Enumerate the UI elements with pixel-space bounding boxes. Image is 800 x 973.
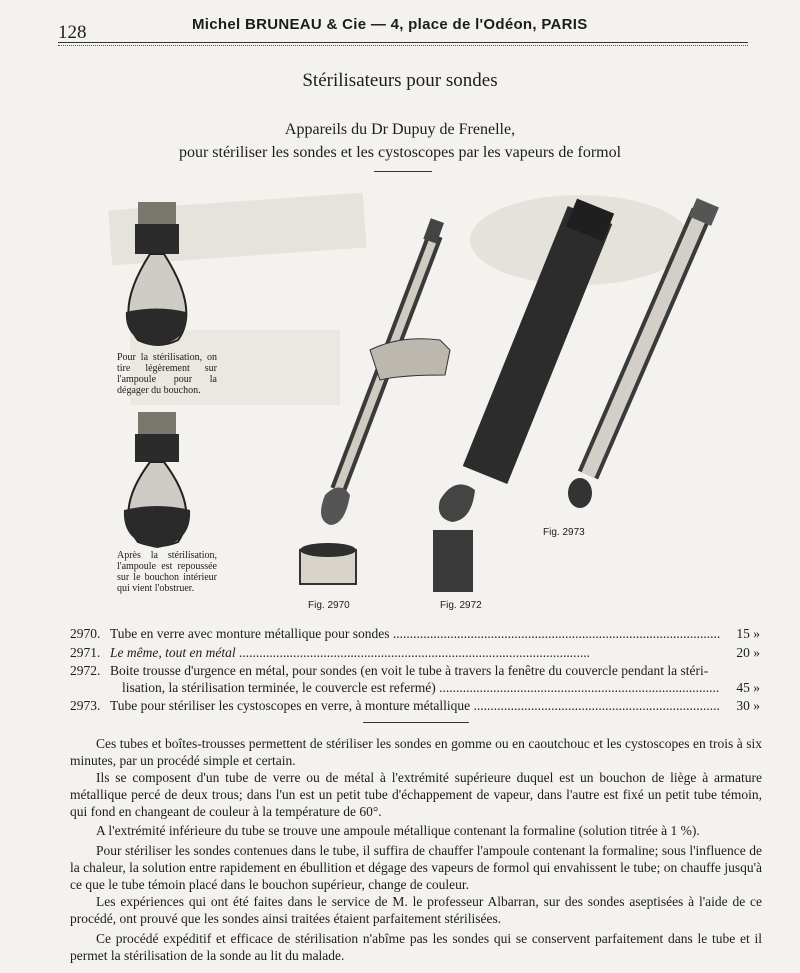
title-divider	[374, 171, 432, 172]
item-number: 2973.	[70, 698, 101, 713]
ampoule-closed-illustration	[124, 412, 190, 548]
item-description-line-1: Boite trousse d'urgence en métal, pour sondes (en voit le tube à travers la fenêtre du couvercle pendant la stéri-	[110, 663, 709, 678]
caption-ampoule-closed: Après la stérilisation, l'ampoule est repoussée sur le bouchon intérieur qui vient l'obstruer.	[117, 550, 217, 594]
paragraph-2: Ils se composent d'un tube de verre ou de métal à l'extrémité supérieure duquel est un bouchon de liège à armature métallique percé de deux trous; dans l'un est un petit tube d'échappement de vapeur, dans l'autre est fixé un petit tube témoin, qui fond en changeant de couleur à la température de 60°.	[70, 770, 762, 819]
item-description	[110, 645, 720, 661]
item-description-text: Le même, tout en métal	[110, 645, 236, 660]
item-price: 15 »	[736, 626, 760, 641]
section-title: Stérilisateurs pour sondes	[302, 70, 498, 91]
item-price: 45 »	[736, 680, 760, 695]
figure-label-2970: Fig. 2970	[308, 600, 350, 611]
item-description-text: Tube en verre avec monture métallique pour sondes	[110, 626, 390, 641]
item-number: 2970.	[70, 626, 101, 641]
caption-ampoule-open: Pour la stérilisation, on tire légèrement sur l'ampoule pour la dégager du bouchon.	[117, 352, 217, 396]
paragraph-1: Ces tubes et boîtes-trousses permettent de stériliser les sondes en gomme ou en caoutchouc et les cystoscopes en trois à six minutes, par un procédé simple et certain.	[70, 736, 762, 768]
header-rule	[58, 42, 748, 46]
paragraph-3: A l'extrémité inférieure du tube se trouve une ampoule métallique contenant la formaline (solution titrée à 1 %).	[96, 823, 700, 838]
subtitle-line-2: pour stériliser les sondes et les cystoscopes par les vapeurs de formol	[178, 144, 622, 161]
item-price: 30 »	[736, 698, 760, 713]
item-number: 2971.	[70, 645, 101, 660]
subtitle-line-1: Appareils du Dr Dupuy de Frenelle,	[284, 121, 516, 138]
figure-label-2972: Fig. 2972	[440, 600, 482, 611]
item-price: 20 »	[736, 645, 760, 660]
figure-label-2973: Fig. 2973	[543, 527, 585, 538]
item-description-text: lisation, la stérilisation terminée, le couvercle est refermé)	[122, 680, 436, 695]
paragraph-5: Les expériences qui ont été faites dans le service de M. le professeur Albarran, sur des sondes aseptisées à l'aide de ce procédé, ont prouvé que les sondes ainsi traitées étaient parfaitement stérilisées.	[70, 894, 762, 926]
list-divider	[363, 722, 469, 723]
item-number: 2972.	[70, 663, 101, 678]
item-description	[110, 626, 720, 642]
item-description-text: Tube pour stériliser les cystoscopes en verre, à monture métallique	[110, 698, 471, 713]
running-header: Michel BRUNEAU & Cie — 4, place de l'Odéon, PARIS	[192, 16, 588, 33]
paragraph-4: Pour stériliser les sondes contenues dans le tube, il suffira de chauffer l'ampoule contenant la formaline; sous l'influence de la chaleur, la solution entre rapidement en ébullition et dégage des vapeurs de formol qui envahissent le tube; on chauffe jusqu'à ce que le tube témoin placé dans le bouchon supérieur, change de couleur.	[70, 843, 762, 892]
paragraph-6: Ce procédé expéditif et efficace de stérilisation n'abîme pas les sondes qui se conservent parfaitement dans le tube et il permet la stérilisation de la sonde au lit du malade.	[70, 931, 762, 963]
item-description-line-2	[122, 680, 720, 696]
page-number: 128	[58, 22, 87, 43]
item-description	[110, 698, 720, 714]
